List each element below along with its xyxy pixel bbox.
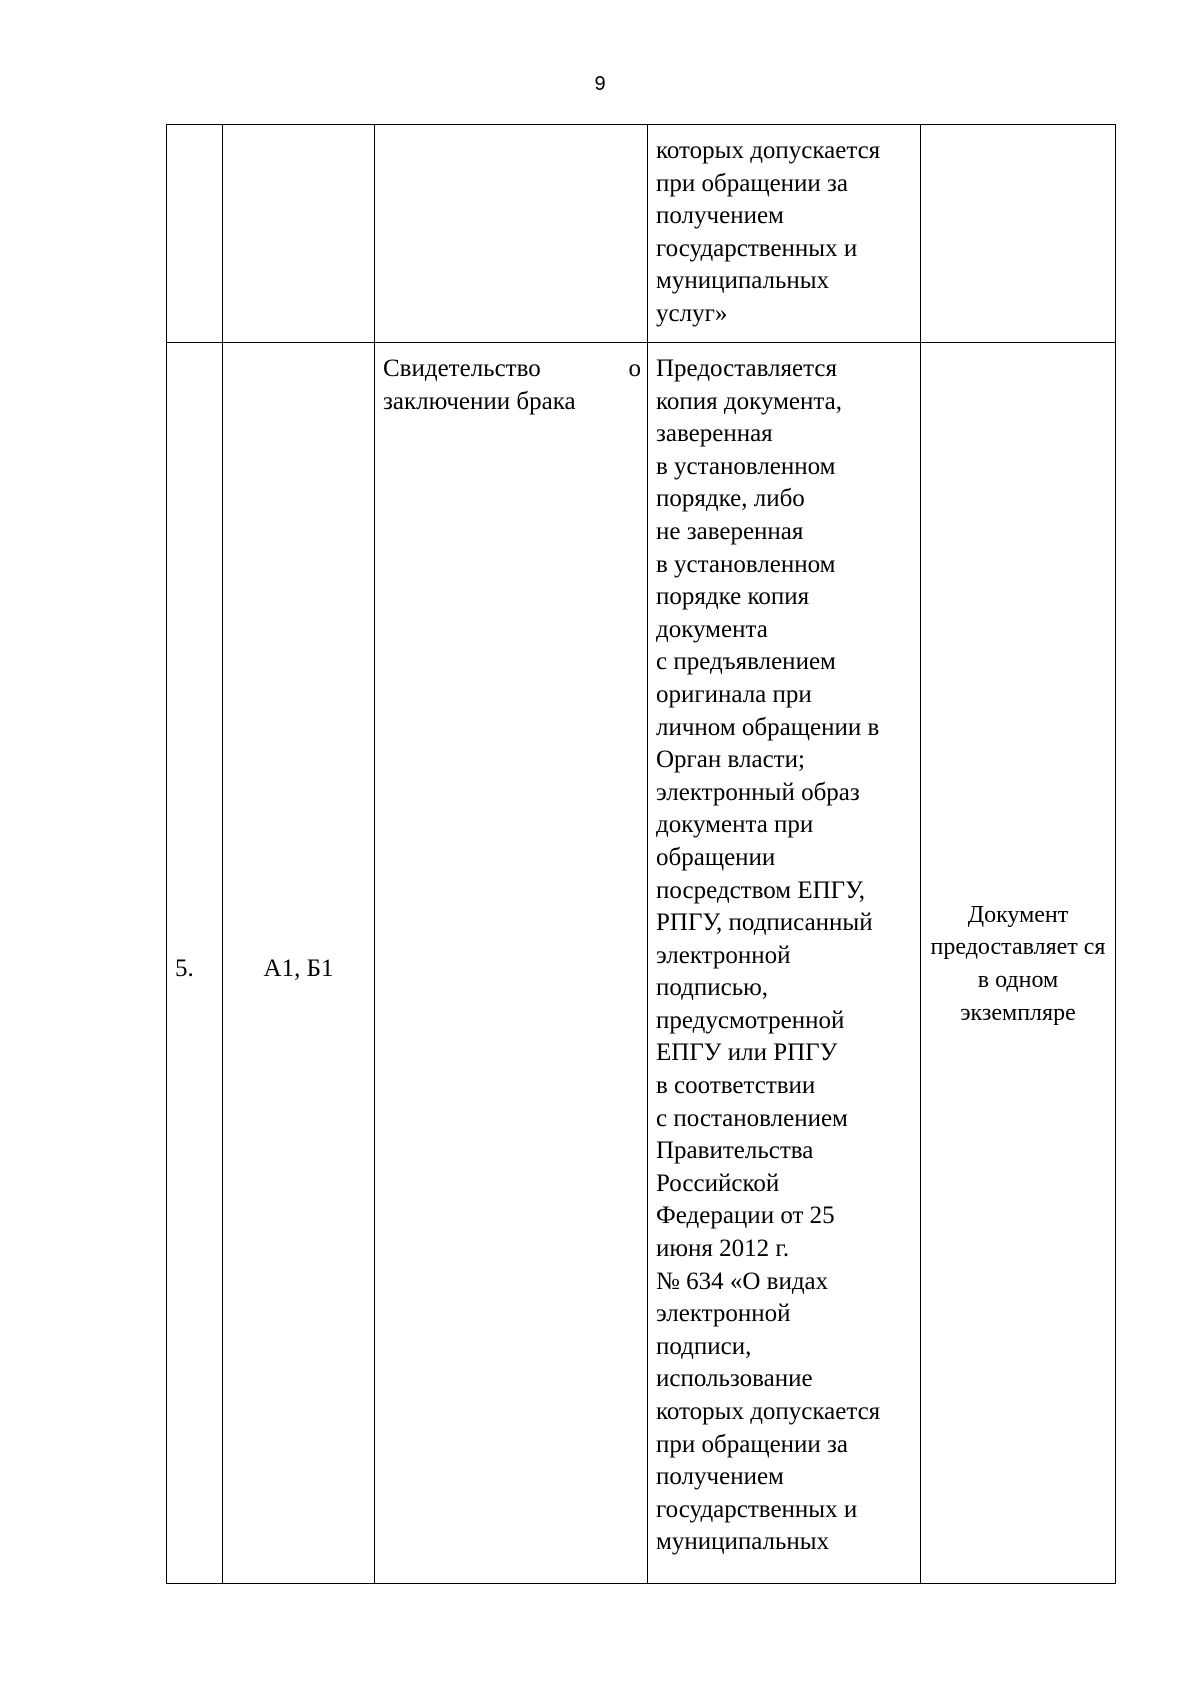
document-name-cell bbox=[375, 125, 648, 343]
note bbox=[921, 125, 1115, 133]
conditions-cell bbox=[648, 343, 921, 1584]
conditions-text: которых допускается при обращении за получением государственных и муниципальных услуг» bbox=[656, 137, 881, 327]
category bbox=[223, 125, 374, 133]
table-row bbox=[167, 125, 1116, 343]
note-cell bbox=[921, 125, 1116, 343]
category: А1, Б1 bbox=[263, 954, 334, 982]
conditions-text: Предоставляется копия документа, заверенная в установленном порядке, либо не заверенная в установленном порядке копия документа с предъявлением оригинала при личном обращении в Орган власти; электронный образ документа при обращении посредством ЕПГУ, РПГУ, подписанный электронной подписью, предусмотренной ЕПГУ или РПГУ в соответствии с постановлением Правительства Российской Федерации от 25 июня 2012 г. № 634 «О видах электронной подписи, использование которых допускается при обращении за получением государственных и муниципальных bbox=[656, 355, 881, 1556]
category-cell bbox=[223, 343, 375, 1584]
row-number: 5. bbox=[175, 954, 194, 982]
document-name-line-1: Свидетельство о bbox=[383, 355, 641, 382]
page-number: 9 bbox=[594, 73, 606, 95]
document-name bbox=[375, 343, 647, 418]
row-number bbox=[167, 125, 222, 133]
document-requirements-table bbox=[166, 124, 1116, 1584]
row-number-cell bbox=[167, 343, 223, 1584]
category-cell bbox=[223, 125, 375, 343]
document-name-cell bbox=[375, 343, 648, 1584]
document-name-line-2: заключении брака bbox=[383, 387, 576, 415]
conditions-cell bbox=[648, 125, 921, 343]
row-number-cell bbox=[167, 125, 223, 343]
document-name bbox=[375, 125, 647, 133]
note-cell bbox=[921, 343, 1116, 1584]
table-row bbox=[167, 343, 1116, 1584]
note: Документ предоставляет ся в одном экземпляре bbox=[930, 901, 1106, 1026]
